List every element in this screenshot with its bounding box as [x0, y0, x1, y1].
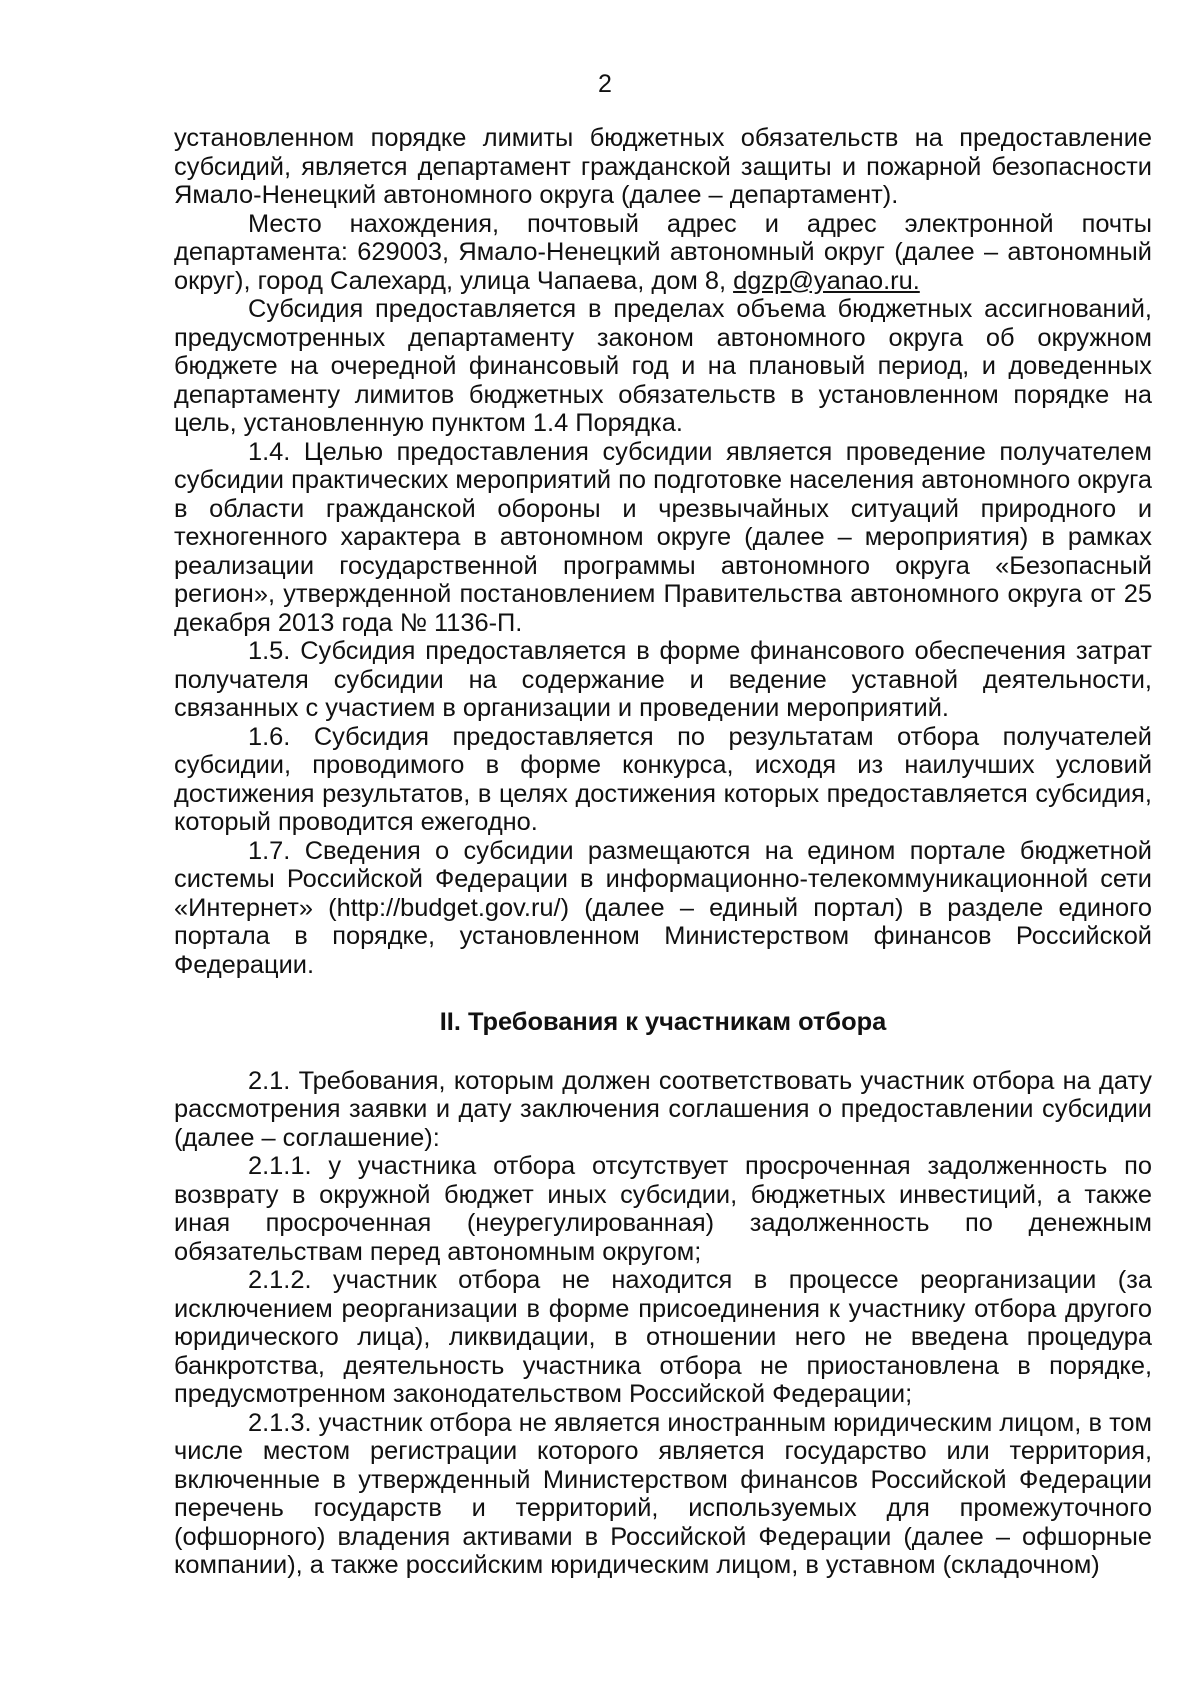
paragraph-1-4: 1.4. Целью предоставления субсидии является проведение получателем субсидии практических мероприятий по подготовке населения автономного округа в области гражданской обороны и чрезвычайных ситуаций природного и техногенного характера в автономном округе (далее – мероприятия) в рамках реализации государственной программы автономного округа «Безопасный регион», утвержденной постановлением Правительства автономного округа от 25 декабря 2013 года № 1136-П. [174, 437, 1152, 637]
page-number: 2 [598, 70, 612, 98]
paragraph-2-1-1: 2.1.1. у участника отбора отсутствует просроченная задолженность по возврату в окружной бюджет иных субсидии, бюджетных инвестиций, а также иная просроченная (неурегулированная) задолженность по денежным обязательствам перед автономным округом; [174, 1152, 1152, 1266]
paragraph-1-7: 1.7. Сведения о субсидии размещаются на едином портале бюджетной системы Российской Федерации в информационно-телекоммуникационной сети «Интернет» (http://budget.gov.ru/) (далее – единый портал) в разделе единого портала в порядке, установленном Министерством финансов Российской Федерации. [174, 836, 1152, 979]
paragraph-continuation: установленном порядке лимиты бюджетных обязательств на предоставление субсидий, является департамент гражданской защиты и пожарной безопасности Ямало-Ненецкий автономного округа (далее – департамент). [174, 124, 1152, 209]
paragraph-subsidy-limits: Субсидия предоставляется в пределах объема бюджетных ассигнований, предусмотренных департаменту законом автономного округа об окружном бюджете на очередной финансовый год и на плановый период, и доведенных департаменту лимитов бюджетных обязательств в установленном порядке на цель, установленную пунктом 1.4 Порядка. [174, 295, 1152, 437]
paragraph-2-1: 2.1. Требования, которым должен соответствовать участник отбора на дату рассмотрения заявки и дату заключения соглашения о предоставлении субсидии (далее – соглашение): [174, 1066, 1152, 1152]
paragraph-2-1-3: 2.1.3. участник отбора не является иностранным юридическим лицом, в том числе местом регистрации которого является государство или территория, включенные в утвержденный Министерством финансов Российской Федерации перечень государств и территорий, используемых для промежуточного (офшорного) владения активами в Российской Федерации (далее – офшорные компании), а также российским юридическим лицом, в уставном (складочном) [174, 1408, 1152, 1579]
paragraph-department-address [174, 210, 1152, 296]
address-text: Место нахождения, почтовый адрес и адрес электронной почты департамента: 629003, Ямало-Ненецкий автономный округ (далее – автономный округ), город Салехард, улица Чапаева, дом 8, [174, 209, 1152, 295]
email-link[interactable]: dgzp@yanao.ru. [733, 266, 920, 295]
paragraph-1-5: 1.5. Субсидия предоставляется в форме финансового обеспечения затрат получателя субсидии на содержание и ведение уставной деятельности, связанных с участием в организации и проведении мероприятий. [174, 637, 1152, 722]
paragraph-2-1-2: 2.1.2. участник отбора не находится в процессе реорганизации (за исключением реорганизации в форме присоединения к участнику отбора другого юридического лица), ликвидации, в отношении него не введена процедура банкротства, деятельность участника отбора не приостановлена в порядке, предусмотренном законодательством Российской Федерации; [174, 1266, 1152, 1408]
document-body [174, 124, 1152, 1580]
section-heading: II. Требования к участникам отбора [439, 1008, 887, 1036]
paragraph-1-6: 1.6. Субсидия предоставляется по результатам отбора получателей субсидии, проводимого в форме конкурса, исходя из наилучших условий достижения результатов, в целях достижения которых предоставляется субсидия, который проводится ежегодно. [174, 722, 1152, 836]
